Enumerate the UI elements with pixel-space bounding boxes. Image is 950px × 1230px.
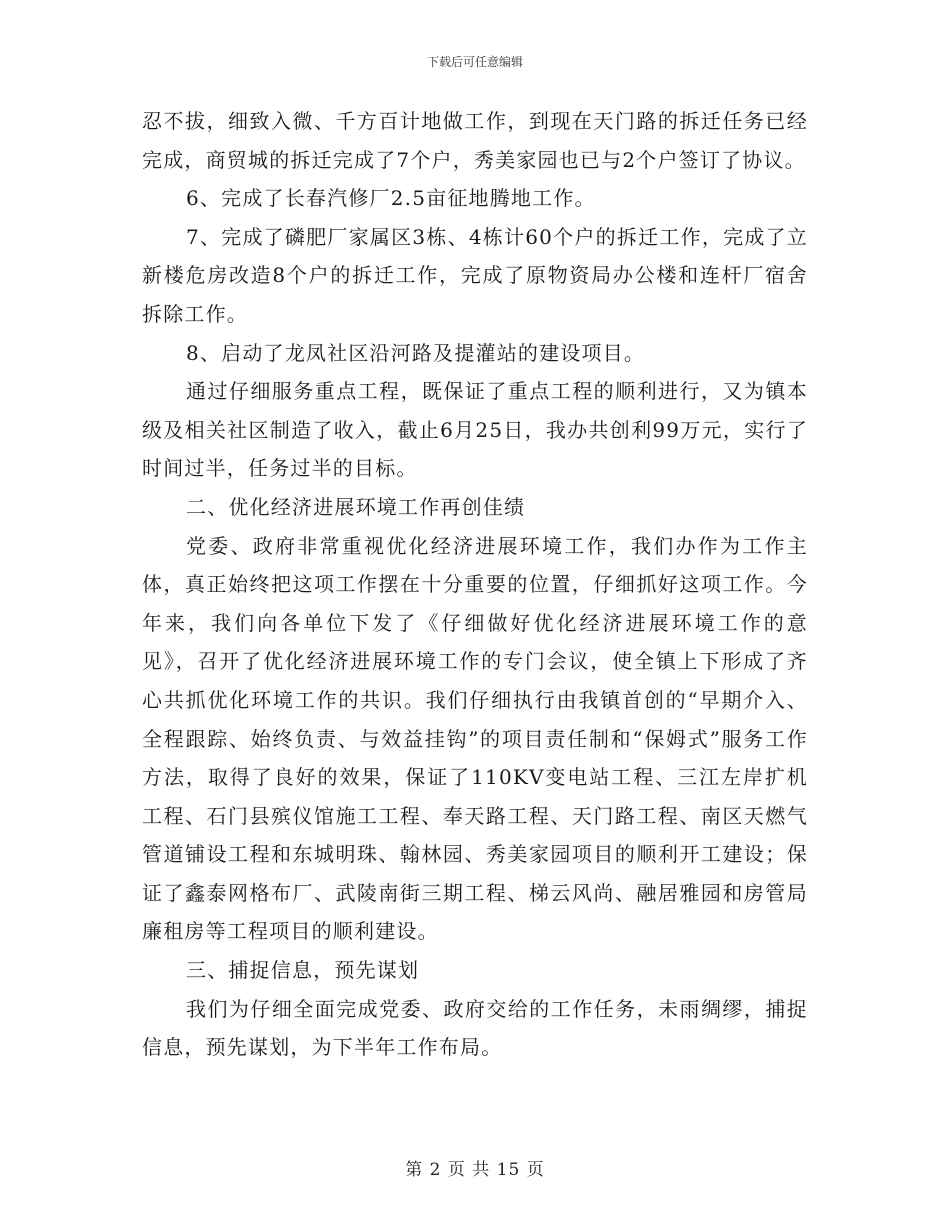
paragraph-section-3-body: 我们为仔细全面完成党委、政府交给的工作任务，未雨绸缪，捕捉信息，预先谋划，为下半年工作布局。: [142, 996, 808, 1060]
document-body: [142, 102, 808, 1067]
paragraph-item-8: 8、启动了龙凤社区沿河路及提灌站的建设项目。: [186, 340, 646, 365]
section-heading-2: 二、优化经济进展环境工作再创佳绩: [186, 494, 526, 519]
paragraph-continuation: 忍不拔，细致入微、千方百计地做工作，到现在天门路的拆迁任务已经完成，商贸城的拆迁完成了7个户，秀美家园也已与2个户签订了协议。: [142, 109, 808, 172]
page-header-note: 下载后可任意编辑: [426, 55, 523, 69]
page-number: 第 2 页 共 15 页: [405, 1160, 545, 1180]
paragraph-summary: 通过仔细服务重点工程，既保证了重点工程的顺利进行，又为镇本级及相关社区制造了收入，截止6月25日，我办共创利99万元，实行了时间过半，任务过半的目标。: [142, 379, 808, 481]
section-heading-3: 三、捕捉信息，预先谋划: [186, 958, 420, 983]
paragraph-item-7: 7、完成了磷肥厂家属区3栋、4栋计60个户的拆迁工作，完成了立新楼危房改造8个户的拆迁工作，完成了原物资局办公楼和连杆厂宿舍拆除工作。: [142, 224, 808, 326]
paragraph-section-2-body: 党委、政府非常重视优化经济进展环境工作，我们办作为工作主体，真正始终把这项工作摆在十分重要的位置，仔细抓好这项工作。今年来，我们向各单位下发了《仔细做好优化经济进展环境工作的意见》，召开了优化经济进展环境工作的专门会议，使全镇上下形成了齐心共抓优化环境工作的共识。我们仔细执行由我镇首创的“早期介入、全程跟踪、始终负责、与效益挂钩”的项目责任制和“保姆式”服务工作方法，取得了良好的效果，保证了110KV变电站工程、三江左岸扩机工程、石门县殡仪馆施工工程、奉天路工程、天门路工程、南区天燃气管道铺设工程和东城明珠、翰林园、秀美家园项目的顺利开工建设；保证了鑫泰网格布厂、武陵南街三期工程、梯云风尚、融居雅园和房管局廉租房等工程项目的顺利建设。: [142, 533, 808, 944]
paragraph-item-6: 6、完成了长春汽修厂2.5亩征地腾地工作。: [186, 186, 596, 211]
